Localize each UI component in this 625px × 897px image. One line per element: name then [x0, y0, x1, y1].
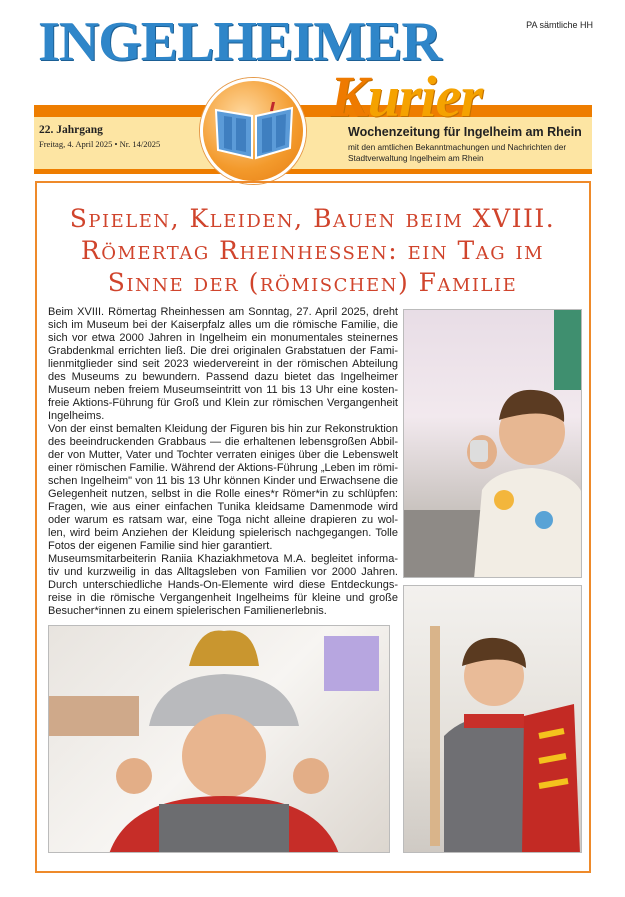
article-text-line: oder warum es ratsam war, eine Toga nicht alleine drapieren zu wol- [48, 514, 398, 526]
masthead-band [34, 105, 592, 117]
article-text-line: Museum neben freiem Museumseintritt von 11 bis 13 Uhr eine kosten- [48, 384, 398, 396]
article-text-line: schen Ingelheim" von 11 bis 13 Uhr können Kinder und Erwachsene die [48, 475, 398, 487]
article-text-line: reise in die römische Vergangenheit Ingelheims für kleine und große [48, 592, 398, 604]
article-text-line: sich vor etwa 2000 Jahren in Ingelheim ein monumentales steinernes [48, 332, 398, 344]
distribution-note: PA sämtliche HH [526, 20, 593, 30]
article-text-line: Museumsmitarbeiterin Raniia Khaziakhmetova M.A. begleitet informa- [48, 553, 398, 565]
article-text-line: Beim XVIII. Römertag Rheinhessen am Sonntag, 27. April 2025, dreht [48, 306, 398, 318]
issue-date: Freitag, 4. April 2025 • Nr. 14/2025 [39, 139, 161, 149]
article-text-line: Fragen, wie aus einer einfachen Tunika kleidsame Damenmode wird [48, 501, 398, 513]
title-line: Spielen, Kleiden, Bauen beim XVIII. [69, 204, 556, 233]
logo-ingelheimer: INGELHEIMER [38, 11, 441, 73]
article-text-line: len, wird beim Anziehen der Kleidung spielerisch nachgegangen. Tolle [48, 527, 398, 539]
logo-kurier [330, 64, 482, 129]
article-text-line: der von Mutter, Vater und Tochter verraten einiges über die Lebenswelt [48, 449, 398, 461]
article-text-line: freie Aktions-Führung für Groß und Klein zur römischen Vergangenheit [48, 397, 398, 409]
logo-k: K [330, 64, 368, 129]
title-line: Sinne der (römischen) Familie [107, 268, 518, 297]
article-text-line: sich im Museum bei der Kaiserpfalz alles um die römische Familie, die [48, 319, 398, 331]
title-line: Römertag Rheinhessen: ein Tag im [80, 236, 545, 265]
article-text-line: Durch unterschiedliche Hands-On-Elemente wird diese Entdeckungs- [48, 579, 398, 591]
article-text-line: Grabdenkmal errichten ließ. Die drei originalen Grabstatuen der Fami- [48, 345, 398, 357]
article-body [48, 306, 398, 618]
article-text-line: Von der einst bemalten Kleidung der Figuren bis hin zur Rekonstruktion [48, 423, 398, 435]
article-text-line: tiv und kurzweilig in das Alltagsleben von Familien vor 2000 Jahren. [48, 566, 398, 578]
masthead-band-bottom [34, 169, 592, 174]
photo-boy-holding-coin [403, 309, 582, 578]
article-title [60, 203, 565, 299]
photo-boy-with-roman-helmet [48, 625, 390, 853]
article-text-line: Ingelheims. [48, 410, 105, 422]
article-text-line: Fotos der eigenen Familie sind hier garantiert. [48, 540, 273, 552]
volume-label: 22. Jahrgang [39, 124, 103, 136]
logo-urier: urier [367, 64, 482, 129]
subtagline: mit den amtlichen Bekanntmachungen und Nachrichten der Stadtverwaltung Ingelheim am Rhein [348, 142, 567, 163]
article-text-line: lienmitglieder sind seit 2023 wiedervereint in der römischen Abteilung [48, 358, 398, 370]
photo-boy-with-sword-and-shield [403, 585, 582, 853]
tagline: Wochenzeitung für Ingelheim am Rhein [348, 125, 582, 139]
article-text-line: Gelegenheit nutzen, selbst in die Rolle eines*r Römer*in zu schlüpfen: [48, 488, 398, 500]
article-text-line: des Museums zu bewundern. Passend dazu bietet das Ingelheimer [48, 371, 398, 383]
article-text-line: einer römischen Familie. Während der Aktions-Führung „Leben im römi- [48, 462, 398, 474]
open-book-icon [212, 102, 296, 160]
article-text-line: des beeindruckenden Grabbaus — die erhaltenen lebensgroßen Abbil- [48, 436, 398, 448]
article-text-line: Besucher*innen zu einem spielerischen Familienerlebnis. [48, 605, 327, 617]
